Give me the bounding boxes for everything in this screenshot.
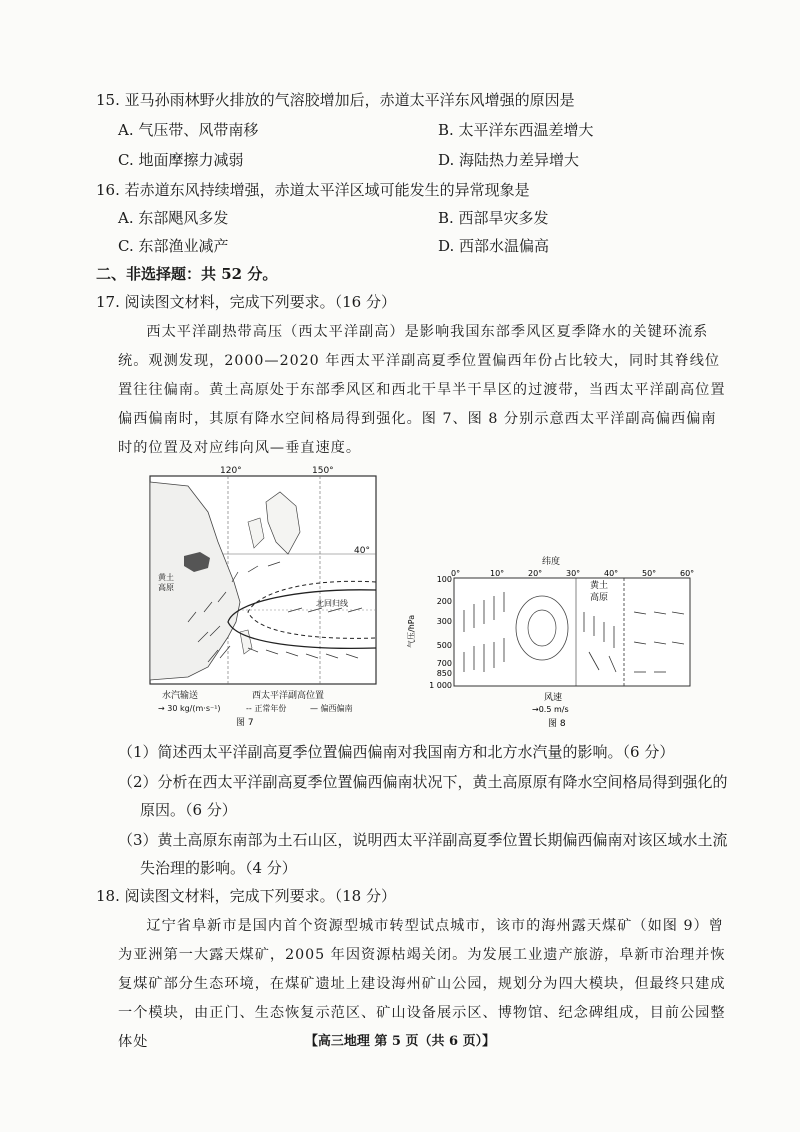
fig8-xlabel: 纬度 xyxy=(542,557,561,567)
fig8-plot-frame xyxy=(454,578,690,686)
q15-option-b: B. 太平洋东西温差增大 xyxy=(438,121,594,139)
loess-label-2: 高原 xyxy=(158,583,174,592)
fig8-loess-1: 黄土 xyxy=(590,581,609,591)
legend-southwest: — 偏西偏南 xyxy=(310,704,353,713)
legend-high: 西太平洋副高位置 xyxy=(252,691,325,701)
legend-normal: -- 正常年份 xyxy=(246,704,287,713)
figure-7-map xyxy=(148,462,380,730)
figure-8-caption: 图 8 xyxy=(548,719,566,729)
fig8-yticks xyxy=(429,575,452,690)
fig8-loess-2: 高原 xyxy=(590,593,609,603)
q17-sub3-line1: （3）黄土高原东南部为土石山区，说明西太平洋副高夏季位置长期偏西偏南对该区域水土流 xyxy=(118,831,728,849)
xtick-20: 20° xyxy=(528,569,543,578)
q15-option-c: C. 地面摩擦力减弱 xyxy=(118,151,244,169)
q15-stem: 15. 亚马孙雨林野火排放的气溶胶增加后，赤道太平洋东风增强的原因是 xyxy=(96,91,575,109)
q17-stem: 17. 阅读图文材料，完成下列要求。（16 分） xyxy=(96,293,396,311)
q16-option-b: B. 西部旱灾多发 xyxy=(438,209,549,227)
fig8-speed-scale: →0.5 m/s xyxy=(532,705,569,714)
q15-option-d: D. 海陆热力差异增大 xyxy=(438,151,580,169)
lon-120-label: 120° xyxy=(220,466,242,476)
q17-sub2-line1: （2）分析在西太平洋副高夏季位置偏西偏南状况下，黄土高原原有降水空间格局得到强化的 xyxy=(118,773,728,791)
q16-option-a: A. 东部飓风多发 xyxy=(118,209,229,227)
fig8-xticks xyxy=(451,569,694,578)
xtick-10: 10° xyxy=(490,569,505,578)
svg-text:300: 300 xyxy=(436,617,452,626)
lat-40-label: 40° xyxy=(354,546,370,556)
page-footer: 【高三地理 第 5 页（共 6 页）】 xyxy=(304,1034,496,1049)
q18-material: 辽宁省阜新市是国内首个资源型城市转型试点城市，该市的海州露天煤矿（如图 9）曾为亚洲第一大露天煤矿，2005 年因资源枯竭关闭。为发展工业遗产旅游，阜新市治理并恢复煤矿部分生态环境，在煤矿遗址上建设海州矿山公园，规划分为四大模块，但最终只建成一个模块，由正门、生态恢复示范区、矿山设备展示区、博物馆、纪念碑组成，目前公园整体处 xyxy=(118,918,726,1050)
xtick-50: 50° xyxy=(642,569,657,578)
svg-text:200: 200 xyxy=(436,597,452,606)
q17-material: 西太平洋副热带高压（西太平洋副高）是影响我国东部季风区夏季降水的关键环流系统。观测发现，2000—2020 年西太平洋副高夏季位置偏西年份占比较大，同时其脊线位置往往偏南。黄土高原处于东部季风区和西北干旱半干旱区的过渡带，当西太平洋副高位置偏西偏南时，其原有降水空间格局得到强化。图 7、图 8 分别示意西太平洋副高偏西偏南时的位置及对应纬向风—垂直速度。 xyxy=(118,324,726,456)
xtick-30: 30° xyxy=(566,569,581,578)
q16-option-d: D. 西部水温偏高 xyxy=(438,237,550,255)
tropic-label: 北回归线 xyxy=(316,599,348,608)
q17-sub2-line2: 原因。（6 分） xyxy=(140,801,237,819)
svg-text:1 000: 1 000 xyxy=(429,681,452,690)
xtick-40: 40° xyxy=(604,569,619,578)
legend-vapor: 水汽输送 xyxy=(162,691,199,701)
xtick-0: 0° xyxy=(451,569,461,578)
q18-stem: 18. 阅读图文材料，完成下列要求。（18 分） xyxy=(96,887,396,905)
q16-stem: 16. 若赤道东风持续增强，赤道太平洋区域可能发生的异常现象是 xyxy=(96,181,530,199)
section-heading: 二、非选择题：共 52 分。 xyxy=(96,265,278,283)
q16-option-c: C. 东部渔业减产 xyxy=(118,237,229,255)
lon-150-label: 150° xyxy=(312,466,334,476)
legend-scale: → 30 kg/(m·s⁻¹) xyxy=(158,704,221,713)
svg-text:500: 500 xyxy=(436,641,452,650)
fig8-speed-label: 风速 xyxy=(544,693,563,703)
xtick-60: 60° xyxy=(680,569,695,578)
fig8-ylabel: 气压/hPa xyxy=(407,614,416,648)
figure-8-wind-section xyxy=(404,552,714,732)
loess-label-1: 黄土 xyxy=(158,573,174,582)
figure-7-caption: 图 7 xyxy=(236,718,254,728)
svg-text:850: 850 xyxy=(436,669,452,678)
q17-sub3-line2: 失治理的影响。（4 分） xyxy=(140,859,297,877)
svg-text:100: 100 xyxy=(436,575,452,584)
q15-option-a: A. 气压带、风带南移 xyxy=(118,121,259,139)
q17-sub1: （1）简述西太平洋副高夏季位置偏西偏南对我国南方和北方水汽量的影响。（6 分） xyxy=(118,743,675,761)
svg-text:700: 700 xyxy=(436,659,452,668)
